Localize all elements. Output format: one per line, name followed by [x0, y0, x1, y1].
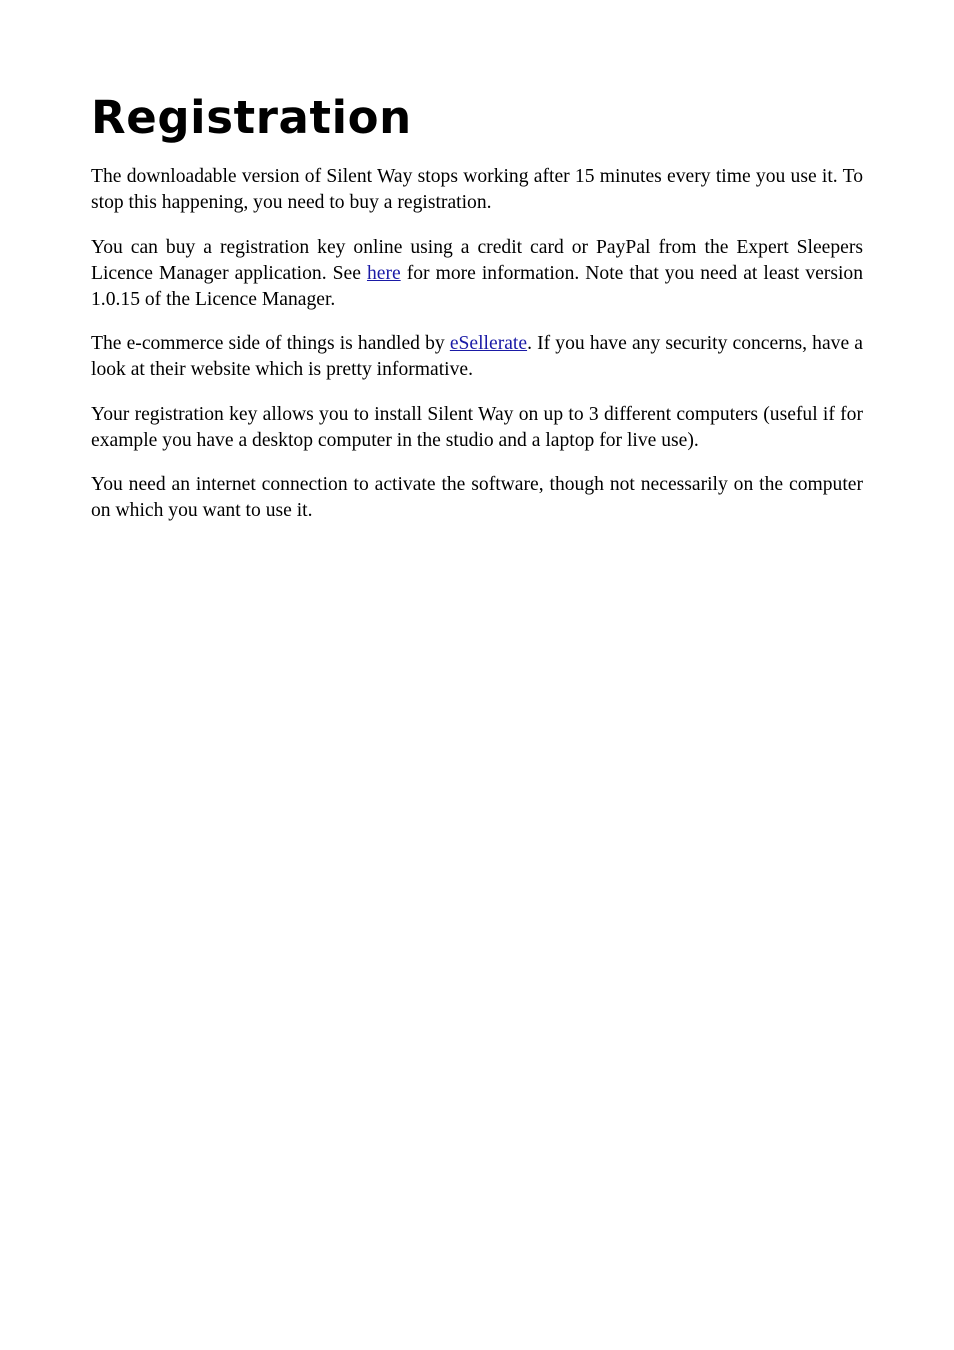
document-body [91, 164, 863, 543]
paragraph-trial-limit: The downloadable version of Silent Way stops working after 15 minutes every time you use it. To stop this happening, you need to buy a registration. [91, 166, 863, 213]
here-link[interactable]: here [366, 262, 401, 284]
paragraph-text: for more information. Note that you need at least version 1.0.15 of the Licence Manager. [91, 262, 863, 310]
paragraph-text: . If you have any security concerns, have a look at their website which is pretty informative. [91, 333, 864, 380]
esellerate-link[interactable]: eSellerate [449, 333, 528, 354]
paragraph-text: The e-commerce side of things is handled by [91, 333, 450, 354]
paragraph-text: You can buy a registration key online using a credit card or PayPal from the Expert Sleepers Licence Manager application. See [91, 236, 863, 284]
paragraph-install-limit: Your registration key allows you to install Silent Way on up to 3 different computers (useful if for example you have a desktop computer in the studio and a laptop for live use). [91, 403, 863, 451]
paragraph-internet-required: You need an internet connection to activate the software, though not necessarily on the computer on which you want to use it. [91, 474, 863, 521]
paragraph-buy-key [91, 235, 863, 313]
page-title: Registration [91, 91, 412, 144]
paragraph-ecommerce [91, 331, 863, 383]
